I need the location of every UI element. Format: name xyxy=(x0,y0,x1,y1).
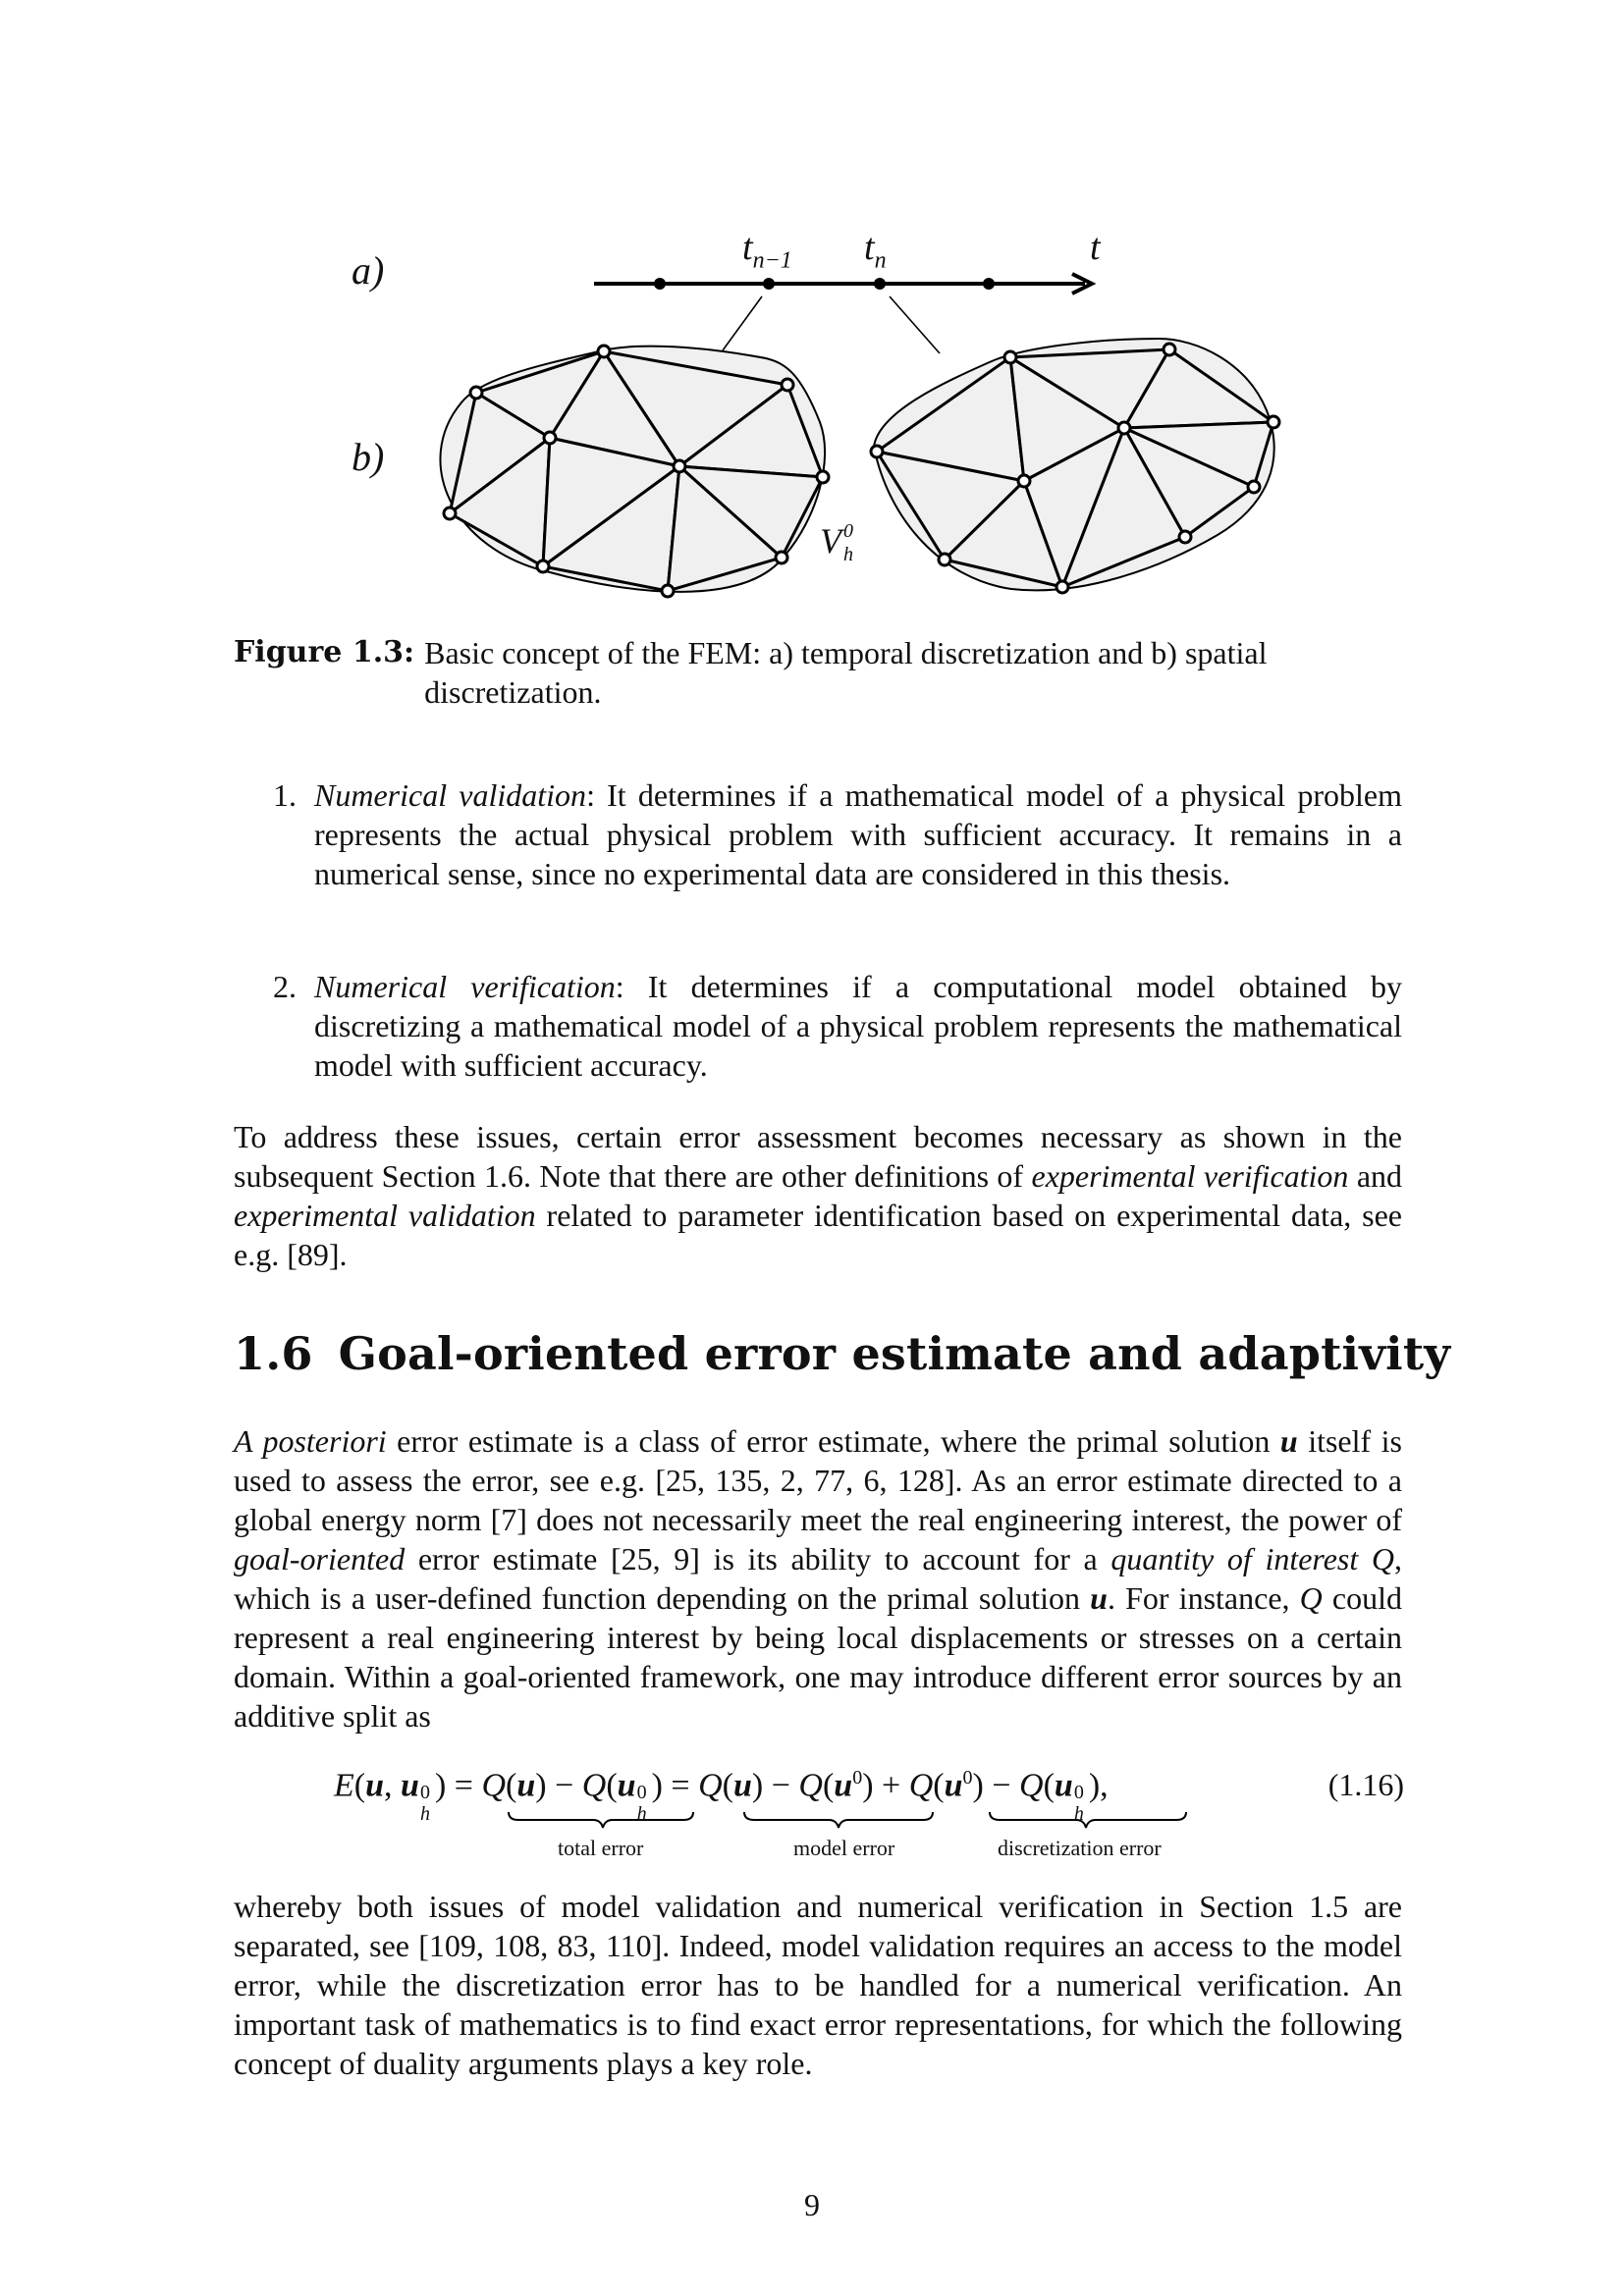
mesh-right xyxy=(871,339,1279,593)
mesh-node xyxy=(1018,475,1030,487)
list-number: 1. xyxy=(273,777,297,813)
mesh-node xyxy=(1179,531,1191,543)
mesh-node xyxy=(782,379,793,391)
mesh-node xyxy=(1118,422,1130,434)
mesh-node xyxy=(871,446,883,457)
mesh-node xyxy=(674,460,685,472)
equation-expression: E(u, u 0 h ) = Q(u) − Q(u 0 h ) = $Q(u) - Q(u^0) + Q(u^0) - Q(u$ 0 h ), xyxy=(334,1767,1109,1826)
page-number: 9 xyxy=(804,2187,820,2222)
mesh-node xyxy=(776,552,787,563)
para2-u-2: u xyxy=(1090,1580,1108,1616)
para1-italic-1: experimental verification xyxy=(1031,1158,1349,1194)
mesh-node xyxy=(1248,481,1260,493)
caption-head: Figure 1.3: xyxy=(234,635,415,669)
axis-label-t: t xyxy=(1090,227,1101,268)
section-heading xyxy=(234,1327,1450,1380)
time-tick xyxy=(983,278,995,290)
paragraph-whereby: whereby both issues of model validation and numerical verification in Section 1.5 are separated, see [109, 108, 83, 110]. Indeed, model validation requires an access to the model error, while the discretization error has to be handled for a numerical verification. An important task of mathematics is to find exact error representations, for which the following concept of duality arguments plays a key role. xyxy=(234,1889,1402,2081)
para2-italic-3: quantity of interest xyxy=(1110,1541,1359,1576)
tick-label-t-n: $t_n$ xyxy=(864,227,887,274)
para2-text-b: itself is used to assess the error, see e.g. [25, 135, 2, 77, 6, 128]. As an error estimate directed to a global energy norm [7] does not necessarily meet the real engineering interest, the power of xyxy=(234,1423,1402,1537)
mesh-node xyxy=(1268,416,1279,428)
list-item xyxy=(273,967,1402,1085)
leader-line-prev xyxy=(723,296,762,350)
list-text: : It determines if a computational model obtained by discretizing a mathematical model of a physical problem represents the mathematical model with sufficient accuracy. xyxy=(314,969,1403,1083)
para1-text-c: related to parameter identification based on experimental data, see e.g. [89]. xyxy=(234,1198,1403,1272)
mesh-node xyxy=(939,554,950,565)
mesh-node xyxy=(1056,581,1068,593)
brace-label-total: total error xyxy=(558,1836,644,1860)
mesh-node xyxy=(444,507,456,519)
caption-line-1: Basic concept of the FEM: a) temporal discretization and b) spatial xyxy=(424,635,1268,670)
para2-q-2: Q xyxy=(1299,1580,1323,1616)
time-tick xyxy=(874,278,886,290)
para2-italic-1: A posteriori xyxy=(234,1423,387,1459)
list-term: Numerical verification xyxy=(314,969,616,1004)
mesh-node xyxy=(470,387,482,399)
para2-text-c: error estimate [25, 9] is its ability to account for a xyxy=(405,1541,1111,1576)
underbrace-total xyxy=(509,1812,693,1828)
mesh-label-vh0: V 0 h xyxy=(820,520,853,565)
equation-number: (1.16) xyxy=(1327,1767,1404,1802)
mesh-node xyxy=(662,585,674,597)
para2-text-e: . For instance, xyxy=(1107,1580,1300,1616)
tick-label-t-prev: $t_{n-1}$ xyxy=(742,227,792,274)
caption-line-2: discretization. xyxy=(424,674,602,710)
para2-text-f: could represent a real engineering interest by being local displacements or stresses on a certain domain. Within a goal-oriented framework, one may introduce different error sources by an additive split as xyxy=(234,1580,1403,1734)
leader-line-n xyxy=(890,296,940,353)
paragraph-goal-oriented xyxy=(234,1421,1402,1735)
section-number: 1.6 xyxy=(234,1327,313,1380)
list-number: 2. xyxy=(273,969,297,1004)
equation-1-16 xyxy=(334,1767,1404,1875)
list-item xyxy=(273,775,1402,893)
section-title: Goal-oriented error estimate and adaptivity xyxy=(338,1327,1451,1380)
para2-text-d: , which is a user-defined function depending on the primal solution xyxy=(234,1541,1403,1616)
para2-italic-2: goal-oriented xyxy=(234,1541,406,1576)
underbrace-discretization xyxy=(990,1812,1186,1828)
underbrace-model xyxy=(744,1812,933,1828)
mesh-node xyxy=(817,471,829,483)
fem-diagram xyxy=(0,0,1624,648)
brace-label-discretization: discretization error xyxy=(998,1836,1162,1860)
figure-caption xyxy=(234,633,1402,712)
mesh-left xyxy=(440,346,829,597)
mesh-node xyxy=(1004,351,1016,363)
para1-text-a: To address these issues, certain error assessment becomes necessary as shown in the subsequent Section 1.6. Note that there are other definitions of xyxy=(234,1119,1402,1194)
list-term: Numerical validation xyxy=(314,777,587,813)
paragraph-issues xyxy=(234,1117,1402,1274)
para1-italic-2: experimental validation xyxy=(234,1198,536,1233)
para2-u-1: u xyxy=(1279,1423,1298,1459)
mesh-node xyxy=(544,432,556,444)
mesh-node xyxy=(1164,344,1175,355)
para2-q-1: Q xyxy=(1358,1541,1395,1576)
figure-label-a: a) xyxy=(352,248,385,293)
mesh-node xyxy=(598,346,610,357)
time-tick xyxy=(654,278,666,290)
para1-text-b: and xyxy=(1348,1158,1403,1194)
list-text: : It determines if a mathematical model of a physical problem represents the actual physical problem with sufficient accuracy. It remains in a numerical sense, since no experimental data are considered in this thesis. xyxy=(314,777,1403,891)
figure-label-b: b) xyxy=(352,435,385,479)
mesh-node xyxy=(537,561,549,572)
brace-label-model: model error xyxy=(793,1836,895,1860)
para2-text-a: error estimate is a class of error estimate, where the primal solution xyxy=(386,1423,1280,1459)
time-tick xyxy=(763,278,775,290)
